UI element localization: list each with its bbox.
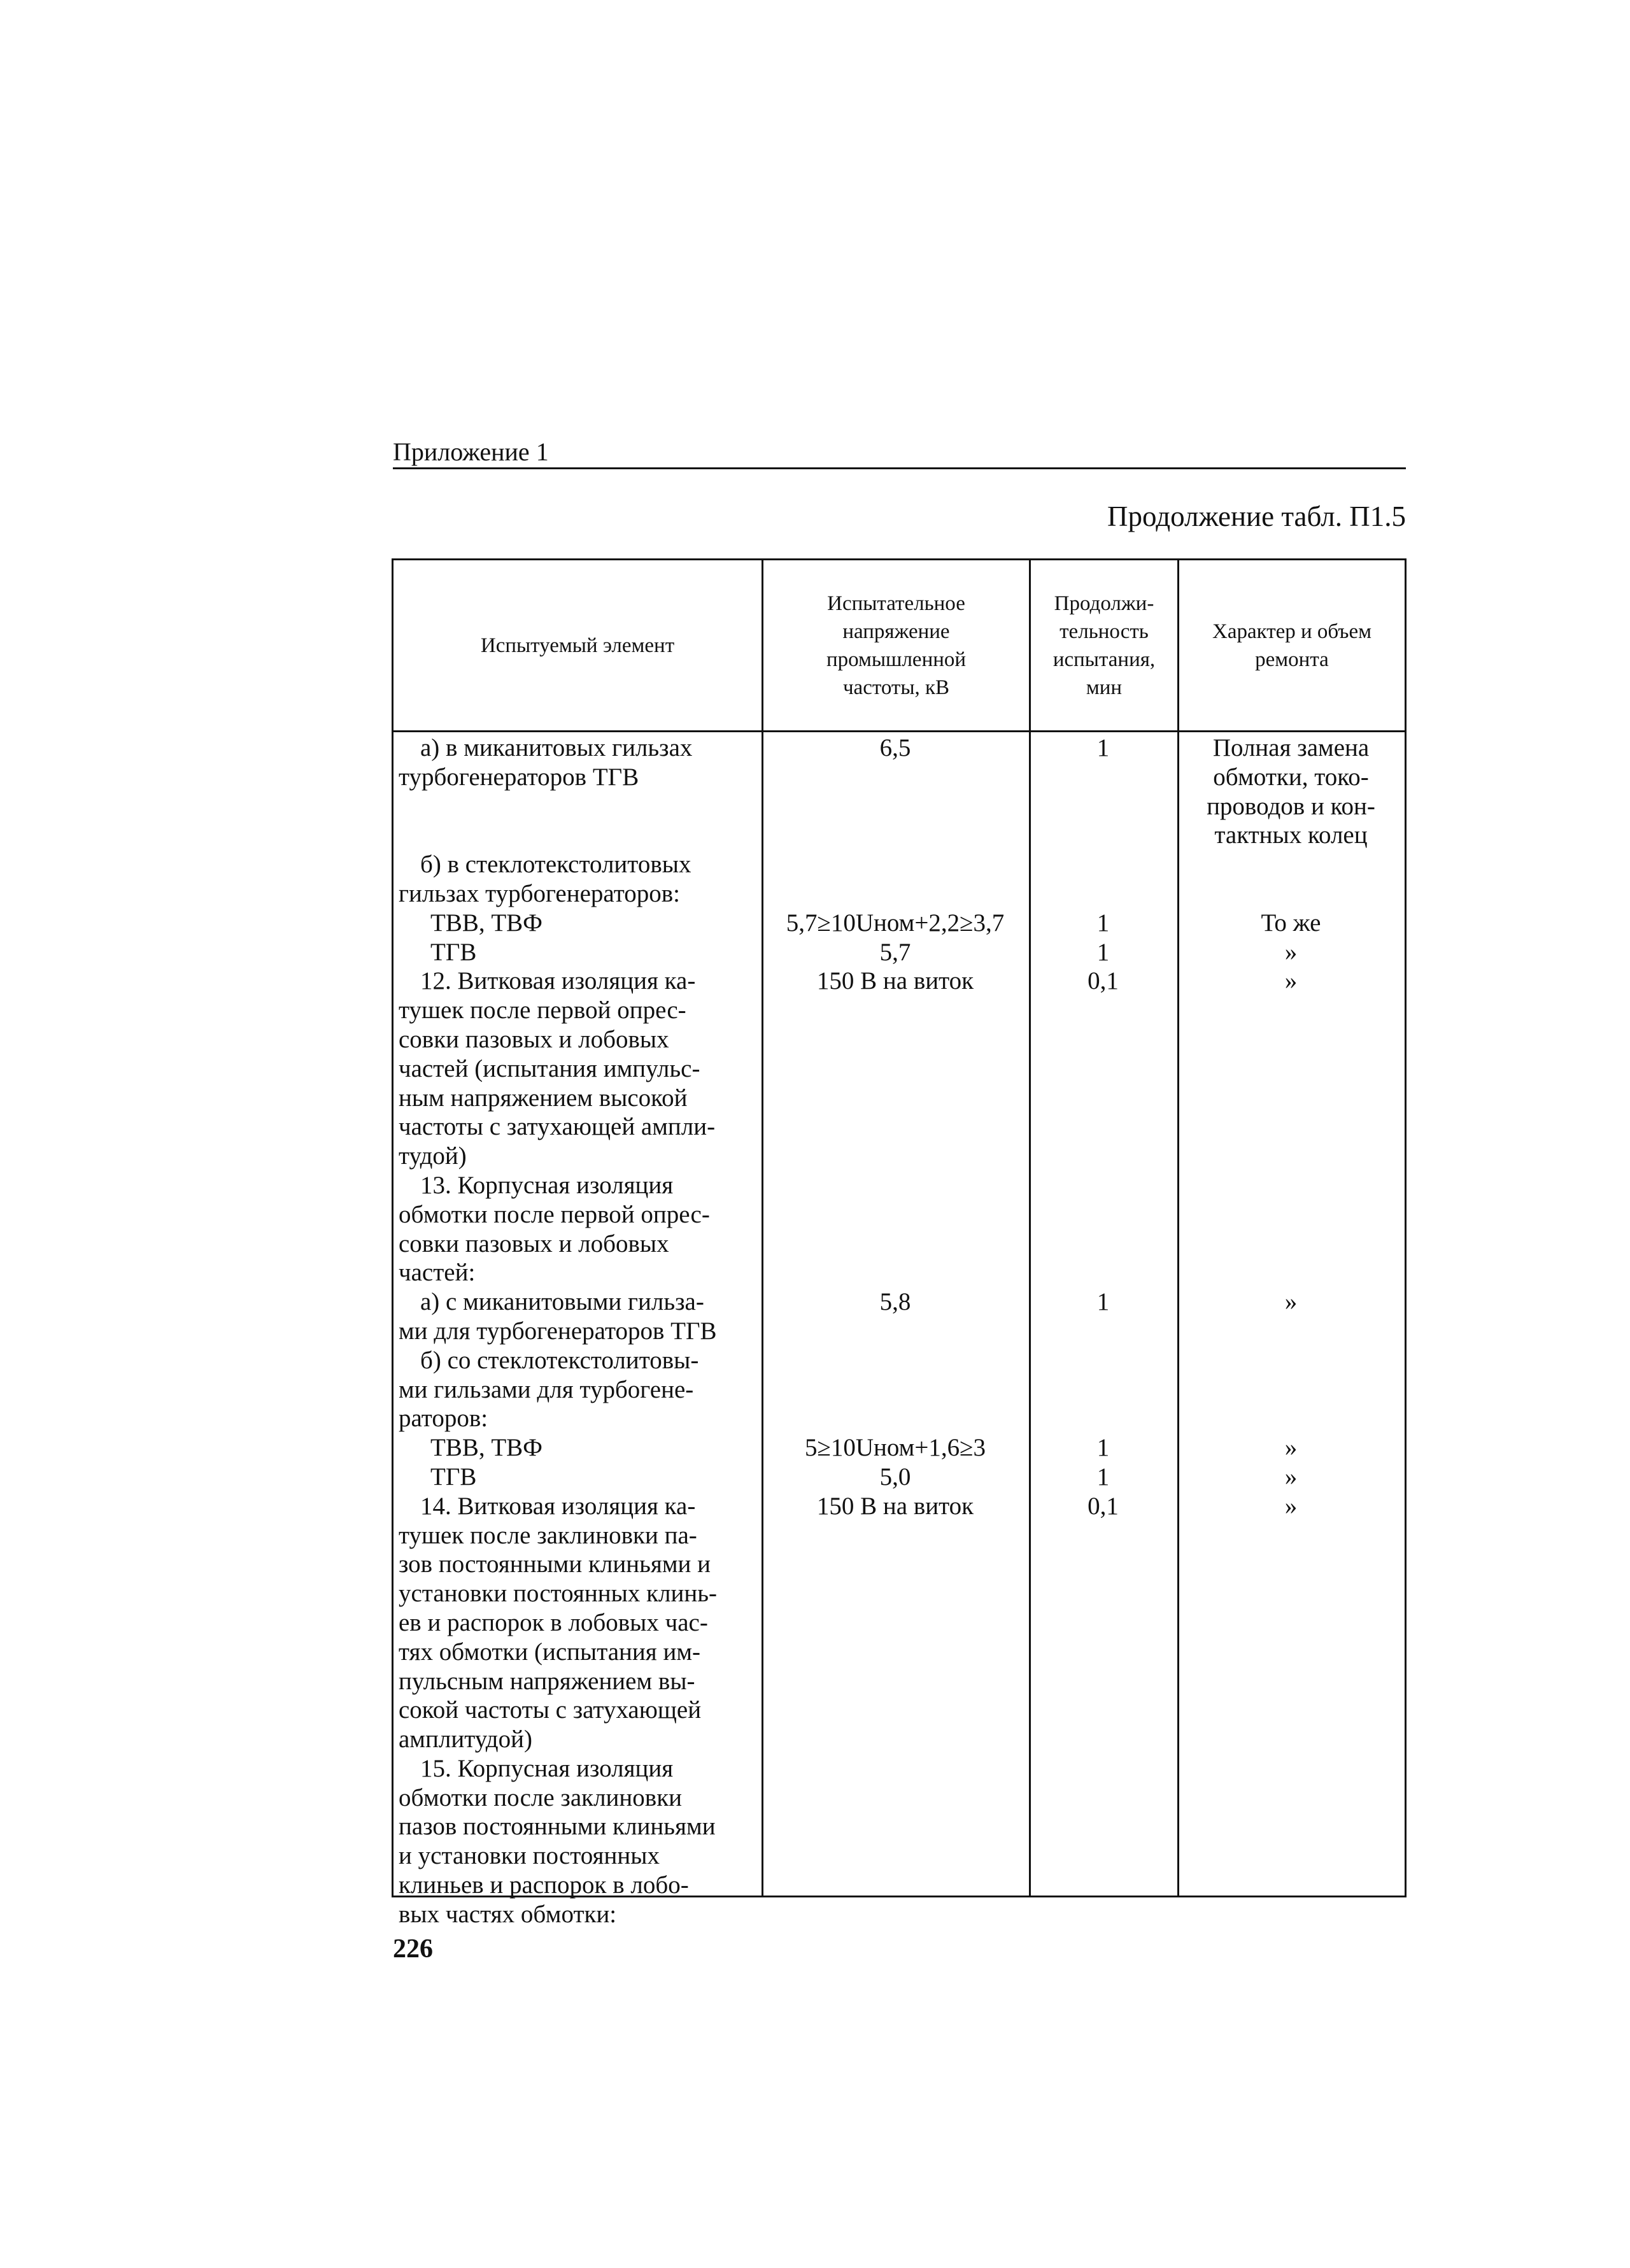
- cell-element-line: и установки постоянных: [399, 1842, 660, 1870]
- cell-element-line: пазов постоянными клиньями: [399, 1813, 716, 1841]
- cell-element-line: обмотки после первой опрес-: [399, 1200, 710, 1228]
- table-row: [393, 1346, 1405, 1433]
- cell-duration: 1: [1096, 1434, 1110, 1462]
- cell-element: [393, 1287, 762, 1346]
- cell-element-line: гильзах турбогенераторов:: [399, 879, 681, 907]
- cell-voltage: 5≥10Uном+1,6≥3: [804, 1434, 986, 1462]
- cell-duration: [1029, 1346, 1177, 1433]
- cell-repair-line: То же: [1261, 909, 1321, 937]
- header-voltage-line: промышленной: [826, 648, 967, 671]
- header-voltage-line: частоты, кВ: [842, 676, 950, 699]
- cell-element-line: ми гильзами для турбогене-: [399, 1375, 694, 1403]
- header-repair-line: ремонта: [1255, 648, 1329, 671]
- cell-repair: [1177, 1754, 1405, 1929]
- cell-element-line: ми для турбогенераторов ТГВ: [399, 1317, 717, 1345]
- cell-voltage: [762, 1346, 1029, 1433]
- cell-repair-line: »: [1284, 967, 1298, 995]
- cell-element-line: тушек после заклиновки па-: [399, 1521, 697, 1549]
- cell-repair: [1177, 850, 1405, 909]
- cell-element-line: тушек после первой опрес-: [399, 996, 686, 1024]
- cell-repair: [1177, 1287, 1405, 1346]
- header-duration-line: Продолжи-: [1054, 592, 1154, 615]
- table-row: [393, 938, 1405, 967]
- cell-duration: 0,1: [1088, 1492, 1119, 1520]
- cell-element: [393, 1346, 762, 1433]
- table-row: [393, 967, 1405, 1171]
- table-row: [393, 909, 1405, 938]
- cell-repair-line: »: [1284, 1492, 1298, 1520]
- cell-element: [393, 967, 762, 1171]
- cell-repair-line: тактных колец: [1214, 821, 1368, 849]
- cell-voltage: 5,7: [879, 938, 911, 966]
- header-element-label: Испытуемый элемент: [480, 634, 675, 657]
- cell-element-line: а) с миканитовыми гильза-: [420, 1288, 704, 1316]
- cell-element: [393, 909, 762, 938]
- running-head: Приложение 1: [393, 437, 549, 466]
- cell-element-line: обмотки после заклиновки: [399, 1783, 683, 1811]
- cell-element: [393, 1171, 762, 1287]
- cell-element-line: ТГВ: [430, 938, 477, 966]
- cell-element-line: сокой частоты с затухающей: [399, 1696, 702, 1724]
- cell-repair-line: обмотки, токо-: [1213, 763, 1369, 791]
- header-repair: [1179, 560, 1405, 730]
- cell-element-line: амплитудой): [399, 1726, 532, 1754]
- cell-voltage: 5,0: [879, 1463, 911, 1491]
- cell-element-line: пульсным напряжением вы-: [399, 1667, 695, 1695]
- cell-element-line: ным напряжением высокой: [399, 1084, 688, 1112]
- header-repair-line: Характер и объем: [1212, 620, 1371, 643]
- header-divider: [393, 730, 1405, 732]
- cell-element: [393, 1492, 762, 1754]
- table-row: [393, 1463, 1405, 1492]
- cell-duration: 1: [1096, 1288, 1110, 1316]
- cell-duration: 1: [1096, 938, 1110, 966]
- cell-repair: [1177, 1433, 1405, 1463]
- cell-repair-line: »: [1284, 938, 1298, 966]
- table-row: [393, 1171, 1405, 1287]
- cell-repair: [1177, 967, 1405, 1171]
- cell-element-line: б) со стеклотекстолитовы-: [420, 1346, 699, 1374]
- table-row: [393, 850, 1405, 909]
- header-element: [393, 560, 762, 730]
- cell-duration: 1: [1096, 909, 1110, 937]
- header-duration: [1031, 560, 1177, 730]
- cell-voltage: 5,7≥10Uном+2,2≥3,7: [786, 909, 1005, 937]
- cell-element-line: ТГВ: [430, 1463, 477, 1491]
- cell-element-line: клиньев и распорок в лобо-: [399, 1871, 689, 1899]
- cell-voltage: 6,5: [879, 734, 911, 762]
- table-caption: Продолжение табл. П1.5: [1107, 500, 1406, 532]
- cell-repair-line: »: [1284, 1288, 1298, 1316]
- table-row: [393, 1287, 1405, 1346]
- cell-element-line: зов постоянными клиньями и: [399, 1550, 711, 1578]
- cell-element-line: установки постоянных клинь-: [399, 1580, 717, 1608]
- cell-element-line: тудой): [399, 1142, 467, 1170]
- cell-duration: [1029, 850, 1177, 909]
- cell-repair-line: »: [1284, 1434, 1298, 1462]
- cell-duration: 1: [1096, 734, 1110, 762]
- table-body: [393, 734, 1405, 1929]
- cell-element-line: вых частях обмотки:: [399, 1900, 617, 1928]
- cell-repair: [1177, 938, 1405, 967]
- cell-voltage: [762, 850, 1029, 909]
- header-voltage-line: Испытательное: [827, 592, 965, 615]
- cell-element: [393, 938, 762, 967]
- header-voltage: [763, 560, 1029, 730]
- cell-voltage: 5,8: [879, 1288, 911, 1316]
- table-row: [393, 1433, 1405, 1463]
- cell-element-line: б) в стеклотекстолитовых: [420, 851, 691, 879]
- cell-element-line: а) в миканитовых гильзах: [420, 734, 693, 762]
- cell-element-line: турбогенераторов ТГВ: [399, 763, 639, 791]
- cell-element: [393, 734, 762, 850]
- cell-repair: [1177, 1463, 1405, 1492]
- header-duration-line: мин: [1086, 676, 1123, 699]
- cell-element-line: тях обмотки (испытания им-: [399, 1638, 700, 1666]
- cell-element-line: частей:: [399, 1259, 476, 1287]
- cell-repair-line: проводов и кон-: [1207, 792, 1375, 820]
- cell-element-line: совки пазовых и лобовых: [399, 1230, 669, 1258]
- cell-repair-line: Полная замена: [1212, 734, 1370, 762]
- cell-element-line: 14. Витковая изоляция ка-: [420, 1492, 696, 1520]
- cell-element-line: 13. Корпусная изоляция: [420, 1171, 674, 1199]
- cell-duration: [1029, 1171, 1177, 1287]
- cell-duration: [1029, 1754, 1177, 1929]
- cell-repair: [1177, 909, 1405, 938]
- cell-element: [393, 1433, 762, 1463]
- cell-voltage: 150 В на виток: [816, 1492, 974, 1520]
- cell-element-line: ТВВ, ТВФ: [430, 909, 542, 937]
- cell-repair-line: »: [1284, 1463, 1298, 1491]
- cell-duration: 0,1: [1088, 967, 1119, 995]
- cell-element-line: частоты с затухающей ампли-: [399, 1113, 716, 1141]
- cell-duration: 1: [1096, 1463, 1110, 1491]
- cell-voltage: 150 В на виток: [816, 967, 974, 995]
- header-duration-line: тельность: [1060, 620, 1149, 643]
- cell-voltage: [762, 1754, 1029, 1929]
- cell-repair: [1177, 734, 1405, 850]
- cell-element-line: совки пазовых и лобовых: [399, 1025, 669, 1053]
- cell-element-line: ев и распорок в лобовых час-: [399, 1608, 708, 1636]
- cell-element: [393, 1754, 762, 1929]
- table-row: [393, 734, 1405, 850]
- cell-repair: [1177, 1492, 1405, 1754]
- cell-element: [393, 1463, 762, 1492]
- header-voltage-line: напряжение: [842, 620, 950, 643]
- page-number: 226: [393, 1934, 433, 1964]
- cell-repair: [1177, 1171, 1405, 1287]
- table-row: [393, 1492, 1405, 1754]
- cell-element-line: 15. Корпусная изоляция: [420, 1754, 674, 1782]
- header-rule: [393, 467, 1406, 469]
- cell-repair: [1177, 1346, 1405, 1433]
- data-table: [392, 558, 1407, 1928]
- cell-element-line: 12. Витковая изоляция ка-: [420, 967, 696, 995]
- table-row: [393, 1754, 1405, 1929]
- cell-element-line: раторов:: [399, 1405, 488, 1433]
- cell-element-line: ТВВ, ТВФ: [430, 1434, 542, 1462]
- cell-element-line: частей (испытания импульс-: [399, 1054, 700, 1082]
- cell-voltage: [762, 1171, 1029, 1287]
- cell-element: [393, 850, 762, 909]
- header-duration-line: испытания,: [1052, 648, 1156, 671]
